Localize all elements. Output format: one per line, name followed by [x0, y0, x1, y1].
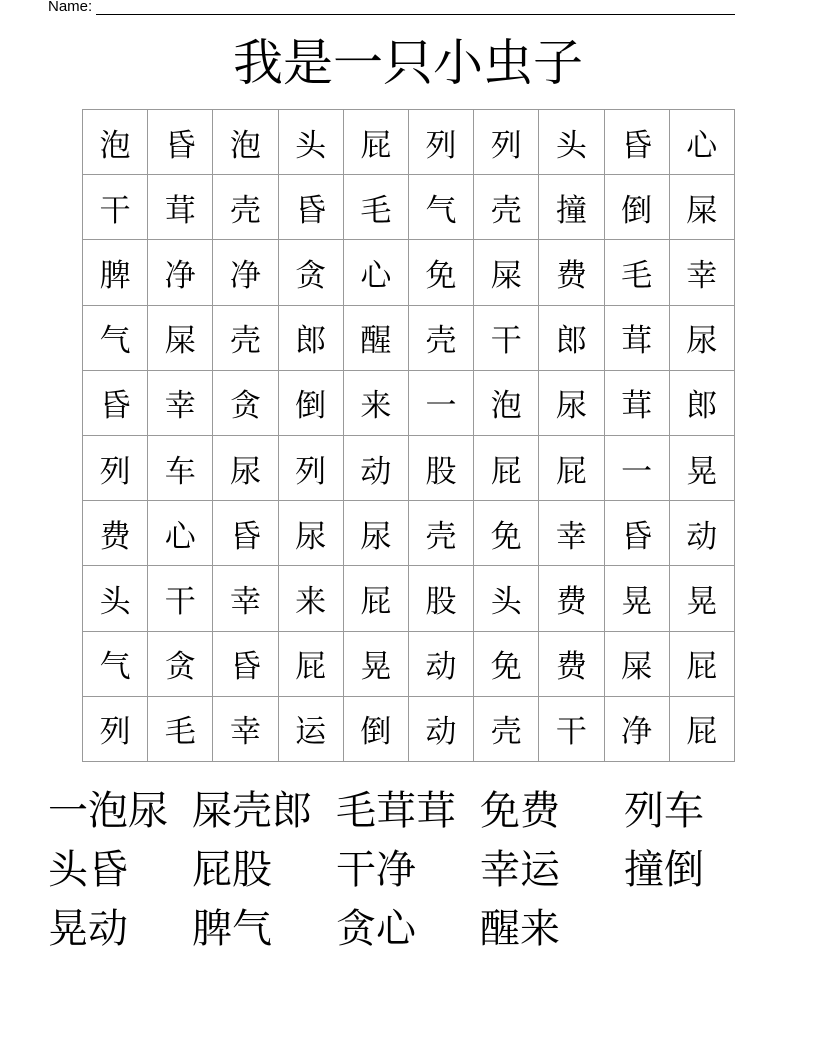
grid-cell[interactable]: 费: [83, 501, 148, 566]
grid-cell[interactable]: 净: [213, 240, 278, 305]
grid-cell[interactable]: 免: [474, 631, 539, 696]
grid-cell[interactable]: 动: [343, 435, 408, 500]
grid-cell[interactable]: 泡: [83, 110, 148, 175]
grid-cell[interactable]: 列: [83, 435, 148, 500]
grid-cell[interactable]: 泡: [213, 110, 278, 175]
name-label: Name:: [48, 0, 93, 15]
grid-row: [83, 696, 735, 761]
grid-cell[interactable]: 幸: [213, 566, 278, 631]
grid-cell[interactable]: 壳: [474, 696, 539, 761]
grid-cell[interactable]: 运: [278, 696, 343, 761]
grid-cell[interactable]: 气: [83, 631, 148, 696]
grid-cell[interactable]: 干: [83, 175, 148, 240]
grid-cell[interactable]: 股: [408, 435, 473, 500]
grid-cell[interactable]: 毛: [343, 175, 408, 240]
grid-row: [83, 566, 735, 631]
grid-cell[interactable]: 晃: [669, 566, 734, 631]
grid-cell[interactable]: 头: [539, 110, 604, 175]
grid-cell[interactable]: 撞: [539, 175, 604, 240]
word-item: 幸运: [480, 847, 560, 893]
grid-cell[interactable]: 昏: [604, 110, 669, 175]
grid-row: [83, 305, 735, 370]
grid-cell[interactable]: 贪: [148, 631, 213, 696]
word-list: [48, 778, 768, 955]
grid-row: [83, 501, 735, 566]
grid-cell[interactable]: 尿: [669, 305, 734, 370]
word-item: 毛茸茸: [336, 788, 456, 834]
grid-cell[interactable]: 毛: [148, 696, 213, 761]
grid-cell[interactable]: 倒: [604, 175, 669, 240]
word-item: 贪心: [336, 906, 416, 952]
grid-cell[interactable]: 毛: [604, 240, 669, 305]
grid-cell[interactable]: 列: [408, 110, 473, 175]
word-search-grid: [82, 109, 735, 762]
grid-cell[interactable]: 干: [474, 305, 539, 370]
grid-cell[interactable]: 郎: [278, 305, 343, 370]
grid-cell[interactable]: 茸: [604, 370, 669, 435]
grid-cell[interactable]: 心: [669, 110, 734, 175]
grid-cell[interactable]: 费: [539, 240, 604, 305]
word-item: 晃动: [48, 906, 128, 952]
grid-cell[interactable]: 一: [408, 370, 473, 435]
grid-cell[interactable]: 屁: [343, 566, 408, 631]
grid-cell[interactable]: 屁: [474, 435, 539, 500]
grid-cell[interactable]: 动: [669, 501, 734, 566]
grid-cell[interactable]: 屎: [604, 631, 669, 696]
word-item: 干净: [336, 847, 416, 893]
grid-cell[interactable]: 头: [278, 110, 343, 175]
grid-cell[interactable]: 来: [278, 566, 343, 631]
grid-cell[interactable]: 动: [408, 631, 473, 696]
grid-cell[interactable]: 费: [539, 566, 604, 631]
grid-row: [83, 240, 735, 305]
grid-cell[interactable]: 昏: [604, 501, 669, 566]
grid-cell[interactable]: 醒: [343, 305, 408, 370]
grid-cell[interactable]: 头: [83, 566, 148, 631]
grid-cell[interactable]: 晃: [604, 566, 669, 631]
grid-cell[interactable]: 屁: [278, 631, 343, 696]
word-item: 脾气: [192, 906, 272, 952]
grid-cell[interactable]: 壳: [408, 501, 473, 566]
grid-cell[interactable]: 壳: [408, 305, 473, 370]
grid-cell[interactable]: 屎: [474, 240, 539, 305]
word-item: 一泡尿: [48, 788, 168, 834]
grid-cell[interactable]: 尿: [213, 435, 278, 500]
grid-cell[interactable]: 车: [148, 435, 213, 500]
grid-row: [83, 370, 735, 435]
grid-row: [83, 435, 735, 500]
grid-cell[interactable]: 心: [343, 240, 408, 305]
grid-row: [83, 631, 735, 696]
grid-cell[interactable]: 列: [474, 110, 539, 175]
grid-cell[interactable]: 尿: [278, 501, 343, 566]
grid-cell[interactable]: 屎: [148, 305, 213, 370]
grid-cell[interactable]: 头: [474, 566, 539, 631]
word-item: 屎壳郎: [192, 788, 312, 834]
grid-cell[interactable]: 茸: [604, 305, 669, 370]
grid-cell[interactable]: 来: [343, 370, 408, 435]
grid-cell[interactable]: 一: [604, 435, 669, 500]
name-field: [48, 0, 735, 15]
grid-cell[interactable]: 贪: [278, 240, 343, 305]
grid-cell[interactable]: 屁: [539, 435, 604, 500]
grid-cell[interactable]: 壳: [213, 175, 278, 240]
grid-cell[interactable]: 昏: [148, 110, 213, 175]
grid-cell[interactable]: 心: [148, 501, 213, 566]
grid-cell[interactable]: 贪: [213, 370, 278, 435]
grid-cell[interactable]: 列: [278, 435, 343, 500]
grid-cell[interactable]: 气: [408, 175, 473, 240]
grid-cell[interactable]: 茸: [148, 175, 213, 240]
grid-cell[interactable]: 昏: [213, 501, 278, 566]
grid-cell[interactable]: 郎: [669, 370, 734, 435]
page-title: 我是一只小虫子: [233, 34, 583, 92]
grid-cell[interactable]: 郎: [539, 305, 604, 370]
grid-cell[interactable]: 幸: [539, 501, 604, 566]
grid-cell[interactable]: 昏: [278, 175, 343, 240]
grid-cell[interactable]: 昏: [213, 631, 278, 696]
grid-cell[interactable]: 免: [474, 501, 539, 566]
grid-row: [83, 110, 735, 175]
word-item: 列车: [624, 788, 704, 834]
grid-cell[interactable]: 屁: [669, 696, 734, 761]
grid-cell[interactable]: 晃: [343, 631, 408, 696]
grid-cell[interactable]: 壳: [474, 175, 539, 240]
word-item: 醒来: [480, 906, 560, 952]
grid-cell[interactable]: 干: [148, 566, 213, 631]
word-row: [48, 778, 768, 837]
grid-cell[interactable]: 晃: [669, 435, 734, 500]
name-input-line[interactable]: [96, 0, 735, 15]
grid-cell[interactable]: 屁: [669, 631, 734, 696]
grid-cell[interactable]: 屁: [343, 110, 408, 175]
grid-cell[interactable]: 干: [539, 696, 604, 761]
word-item: 屁股: [192, 847, 272, 893]
word-item: 撞倒: [624, 847, 704, 893]
grid-cell[interactable]: 脾: [83, 240, 148, 305]
word-row: [48, 896, 768, 955]
grid-cell[interactable]: 屎: [669, 175, 734, 240]
grid-cell[interactable]: 倒: [278, 370, 343, 435]
grid-cell[interactable]: 动: [408, 696, 473, 761]
grid-cell[interactable]: 气: [83, 305, 148, 370]
grid-cell[interactable]: 免: [408, 240, 473, 305]
grid-cell[interactable]: 列: [83, 696, 148, 761]
grid-cell[interactable]: 费: [539, 631, 604, 696]
grid-cell[interactable]: 泡: [474, 370, 539, 435]
grid-cell[interactable]: 股: [408, 566, 473, 631]
grid-cell[interactable]: 壳: [213, 305, 278, 370]
grid-row: [83, 175, 735, 240]
grid-cell[interactable]: 幸: [148, 370, 213, 435]
word-item: 免费: [480, 788, 560, 834]
grid-cell[interactable]: 尿: [539, 370, 604, 435]
grid-cell[interactable]: 昏: [83, 370, 148, 435]
grid-cell[interactable]: 幸: [213, 696, 278, 761]
grid-cell[interactable]: 净: [604, 696, 669, 761]
grid-cell[interactable]: 倒: [343, 696, 408, 761]
grid-cell[interactable]: 尿: [343, 501, 408, 566]
grid-cell[interactable]: 幸: [669, 240, 734, 305]
grid-cell[interactable]: 净: [148, 240, 213, 305]
word-row: [48, 837, 768, 896]
word-item: 头昏: [48, 847, 128, 893]
